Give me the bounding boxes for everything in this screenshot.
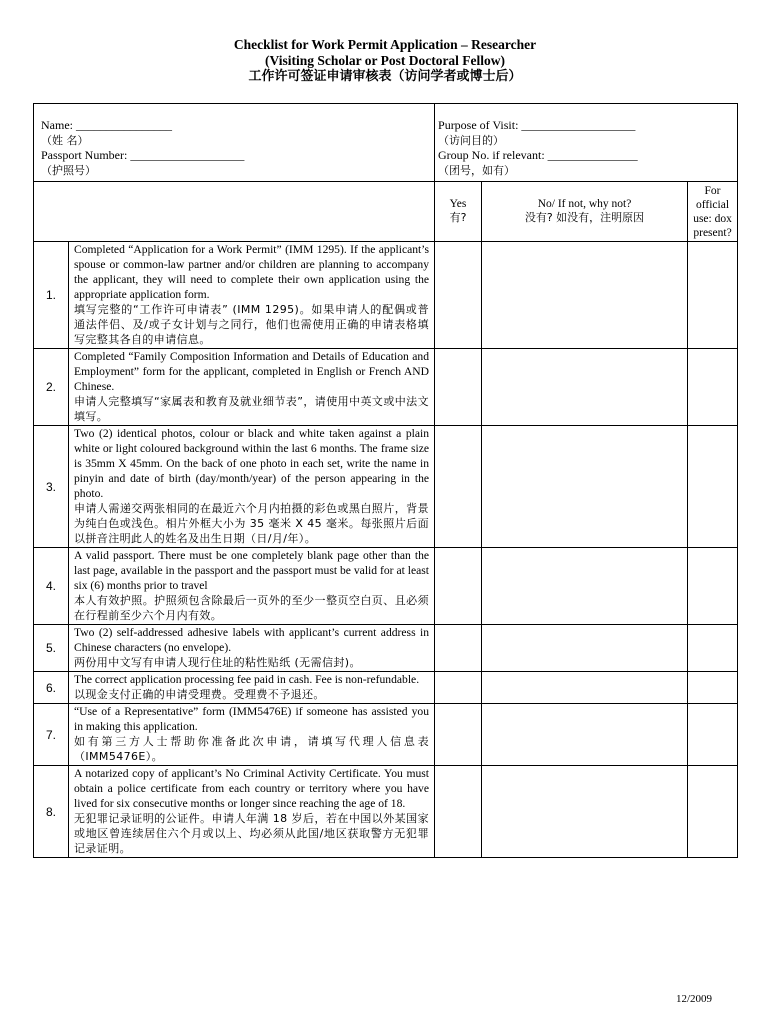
yes-checkbox-cell[interactable] <box>435 766 482 858</box>
why-not-input-cell[interactable] <box>482 548 688 625</box>
item-number: 2. <box>34 349 69 426</box>
item-description-en: Completed “Family Composition Information and Details of Education and Employment” form for the applicant, completed in English or French AND Chinese. <box>74 350 430 393</box>
checklist-item-row <box>34 349 738 426</box>
yes-checkbox-cell[interactable] <box>435 349 482 426</box>
item-description-zh: 填写完整的“工作许可申请表” (IMM 1295)。如果申请人的配偶或普通法伴侣、及/或子女计划与之同行，他们也需使用正确的申请表格填写完整其各自的申请信息。 <box>74 303 430 346</box>
yes-checkbox-cell[interactable] <box>435 426 482 548</box>
item-description <box>69 625 435 672</box>
official-use-cell[interactable] <box>688 672 738 704</box>
item-description <box>69 349 435 426</box>
why-not-input-cell[interactable] <box>482 242 688 349</box>
official-use-cell[interactable] <box>688 426 738 548</box>
item-description-en: A valid passport. There must be one completely blank page other than the last page, available in the passport and the passport must be valid for at least six (6) months prior to travel <box>74 549 430 592</box>
document-title: Checklist for Work Permit Application – Researcher <box>233 37 537 52</box>
applicant-info-left <box>34 104 435 182</box>
official-use-cell[interactable] <box>688 704 738 766</box>
checklist-item-row <box>34 426 738 548</box>
group-number-field[interactable]: Group No. if relevant: _______________ <box>438 148 638 162</box>
why-not-header-label-zh: 没有? 如没有，注明原因 <box>524 211 645 224</box>
passport-label-zh: （护照号） <box>41 164 96 177</box>
item-description-zh: 无犯罪记录证明的公证件。申请人年满 18 岁后，若在中国以外某国家或地区曾连续居住六个月或以上、均必须从此国/地区获取警方无犯罪记录证明。 <box>74 812 430 855</box>
item-description-zh: 申请人完整填写“家属表和教育及就业细节表”，请使用中英文或中法文填写。 <box>74 395 430 423</box>
item-description-zh: 以现金支付正确的申请受理费。受理费不予退还。 <box>74 688 325 701</box>
document-subtitle: (Visiting Scholar or Post Doctoral Fellow) <box>264 53 506 68</box>
checklist-item-row <box>34 672 738 704</box>
item-description-en: “Use of a Representative” form (IMM5476E) if someone has assisted you in making this application. <box>74 705 430 733</box>
column-header-row <box>34 182 738 242</box>
item-description <box>69 672 435 704</box>
purpose-of-visit-field[interactable]: Purpose of Visit: ___________________ <box>438 118 636 132</box>
footer-date: 12/2009 <box>675 993 712 1005</box>
checklist-item-row <box>34 242 738 349</box>
yes-checkbox-cell[interactable] <box>435 548 482 625</box>
official-use-column-header: For official use: dox present? <box>688 182 738 242</box>
header-blank-cell <box>34 182 435 242</box>
why-not-input-cell[interactable] <box>482 349 688 426</box>
yes-header-label-zh: 有? <box>449 211 467 224</box>
item-number: 1. <box>34 242 69 349</box>
why-not-input-cell[interactable] <box>482 672 688 704</box>
why-not-header-label: No/ If not, why not? <box>537 198 632 210</box>
item-description-en: Two (2) identical photos, colour or black and white taken against a plain white or light coloured background within the last 6 months. The frame size is 35mm X 45mm. On the back of one photo in each set, write the name in pinyin and date of birth (day/month/year) of the person appearing in the photo. <box>74 427 430 500</box>
yes-checkbox-cell[interactable] <box>435 242 482 349</box>
item-number: 4. <box>34 548 69 625</box>
checklist-table <box>33 103 738 858</box>
official-use-cell[interactable] <box>688 548 738 625</box>
item-description-en: Completed “Application for a Work Permit” (IMM 1295). If the applicant’s spouse or common-law partner and/or children are planning to accompany the applicant, they will need to complete their own application using the appropriate application form. <box>74 243 430 301</box>
official-use-cell[interactable] <box>688 349 738 426</box>
applicant-info-right <box>435 104 738 182</box>
item-description <box>69 548 435 625</box>
checklist-item-row <box>34 548 738 625</box>
item-number: 8. <box>34 766 69 858</box>
item-description <box>69 242 435 349</box>
why-not-input-cell[interactable] <box>482 625 688 672</box>
official-use-cell[interactable] <box>688 625 738 672</box>
group-label-zh: （团号，如有） <box>438 164 516 177</box>
passport-number-field[interactable]: Passport Number: ___________________ <box>41 148 245 162</box>
item-number: 5. <box>34 625 69 672</box>
yes-checkbox-cell[interactable] <box>435 704 482 766</box>
item-description <box>69 766 435 858</box>
yes-checkbox-cell[interactable] <box>435 672 482 704</box>
item-description-zh: 本人有效护照。护照须包含除最后一页外的至少一整页空白页、且必须在行程前至少六个月内有效。 <box>74 594 430 622</box>
document-title-chinese: 工作许可签证申请审核表（访问学者或博士后） <box>248 69 522 84</box>
name-label-zh: （姓 名） <box>41 134 89 147</box>
item-description-zh: 两份用中文写有申请人现行住址的粘性贴纸 (无需信封)。 <box>74 656 361 669</box>
item-number: 6. <box>34 672 69 704</box>
item-description-en: A notarized copy of applicant’s No Criminal Activity Certificate. You must obtain a police certificate from each country or territory where you have lived for six consecutive months or longer since reaching the age of 18. <box>74 767 430 810</box>
why-not-column-header <box>482 182 688 242</box>
item-description-en: The correct application processing fee paid in cash. Fee is non-refundable. <box>74 673 420 686</box>
item-description-en: Two (2) self-addressed adhesive labels with applicant’s current address in Chinese characters (no envelope). <box>74 626 430 654</box>
item-description-zh: 申请人需递交两张相同的在最近六个月内拍摄的彩色或黑白照片，背景为纯白色或浅色。相片外框大小为 35 毫米 X 45 毫米。每张照片后面以拼音注明此人的姓名及出生日期（日/月/年）。 <box>74 502 430 545</box>
item-number: 3. <box>34 426 69 548</box>
item-number: 7. <box>34 704 69 766</box>
name-field[interactable]: Name: ________________ <box>41 118 172 132</box>
checklist-item-row <box>34 704 738 766</box>
purpose-label-zh: （访问目的） <box>438 134 505 147</box>
official-use-cell[interactable] <box>688 242 738 349</box>
item-description <box>69 704 435 766</box>
checklist-item-row <box>34 766 738 858</box>
official-use-cell[interactable] <box>688 766 738 858</box>
item-description-zh: 如有第三方人士帮助你准备此次申请，请填写代理人信息表（IMM5476E）。 <box>74 735 430 763</box>
why-not-input-cell[interactable] <box>482 426 688 548</box>
why-not-input-cell[interactable] <box>482 704 688 766</box>
yes-column-header <box>435 182 482 242</box>
item-description <box>69 426 435 548</box>
applicant-info-row <box>34 104 738 182</box>
yes-header-label: Yes <box>449 198 467 210</box>
why-not-input-cell[interactable] <box>482 766 688 858</box>
checklist-item-row <box>34 625 738 672</box>
yes-checkbox-cell[interactable] <box>435 625 482 672</box>
